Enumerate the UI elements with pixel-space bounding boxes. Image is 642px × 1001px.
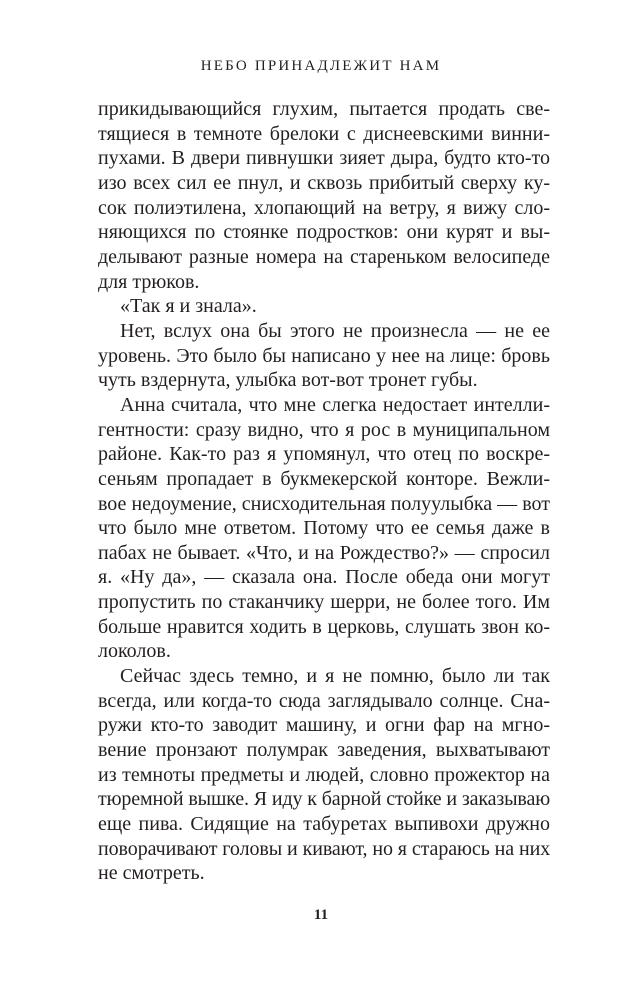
text-line: для трюков. xyxy=(98,270,200,293)
text-line: еще пива. Сидящие на табуретах выпивохи дружно xyxy=(98,813,550,836)
text-line: Нет, вслух она бы этого не произнесла — не ее xyxy=(120,319,550,342)
text-line: что было мне ответом. Потому что ее семья даже в xyxy=(98,517,550,540)
text-line: сок полиэтилена, хлопающий на ветру, я вижу сло- xyxy=(98,196,550,219)
text-line: изо всех сил ее пнул, и сквозь прибитый сверху ку- xyxy=(98,171,550,194)
text-line: ружи кто-то заводит машину, и огни фар на мгно- xyxy=(98,714,550,737)
text-line: тящиеся в темноте брелоки с диснеевскими винни- xyxy=(98,122,550,145)
text-line: я. «Ну да», — сказала она. После обеда они могут xyxy=(98,566,550,589)
text-line: поворачивают головы и кивают, но я стараюсь на них xyxy=(98,837,551,860)
text-line: Анна считала, что мне слегка недостает интелли- xyxy=(120,393,550,416)
page-number: 11 xyxy=(313,907,329,923)
text-line: уровень. Это было бы написано у нее на лице: бровь xyxy=(98,344,550,367)
text-line: вое недоумение, снисходительная полуулыбка — вот xyxy=(98,492,550,515)
text-line: локолов. xyxy=(98,640,171,663)
text-line: няющихся по стоянке подростков: они курят и вы- xyxy=(98,221,550,244)
text-line: чуть вздернута, улыбка вот-вот тронет губы. xyxy=(98,369,478,392)
text-line: делывают разные номера на стареньком велосипеде xyxy=(98,245,550,268)
text-line: пабах не бывает. «Что, и на Рождество?» — спросил xyxy=(98,541,550,564)
text-line: гентности: сразу видно, что я рос в муниципальном xyxy=(98,418,550,441)
text-line: пропустить по стаканчику шерри, не более того. Им xyxy=(98,591,550,614)
text-line: не смотреть. xyxy=(98,862,205,885)
text-line: больше нравится ходить в церковь, слушать звон ко- xyxy=(98,615,550,638)
text-line: пухами. В двери пивнушки зияет дыра, будто кто-то xyxy=(98,147,550,170)
text-line: тюремной вышке. Я иду к барной стойке и заказываю xyxy=(98,788,550,811)
text-line: прикидывающийся глухим, пытается продать све- xyxy=(98,98,550,120)
running-header: НЕБО ПРИНАДЛЕЖИТ НАМ xyxy=(200,58,442,74)
text-line: Сейчас здесь темно, и я не помню, было ли так xyxy=(120,665,550,688)
body-text xyxy=(98,97,550,886)
text-line: сеньям пропадает в букмекерской конторе. Вежли- xyxy=(98,467,550,490)
text-line: всегда, или когда-то сюда заглядывало солнце. Сна- xyxy=(98,689,550,712)
text-line: из темноты предметы и людей, словно прожектор на xyxy=(98,763,550,786)
text-line: «Так я и знала». xyxy=(120,295,257,318)
text-line: районе. Как-то раз я упомянул, что отец по воскре- xyxy=(98,443,550,466)
text-line: вение пронзают полумрак заведения, выхватывают xyxy=(98,739,550,762)
